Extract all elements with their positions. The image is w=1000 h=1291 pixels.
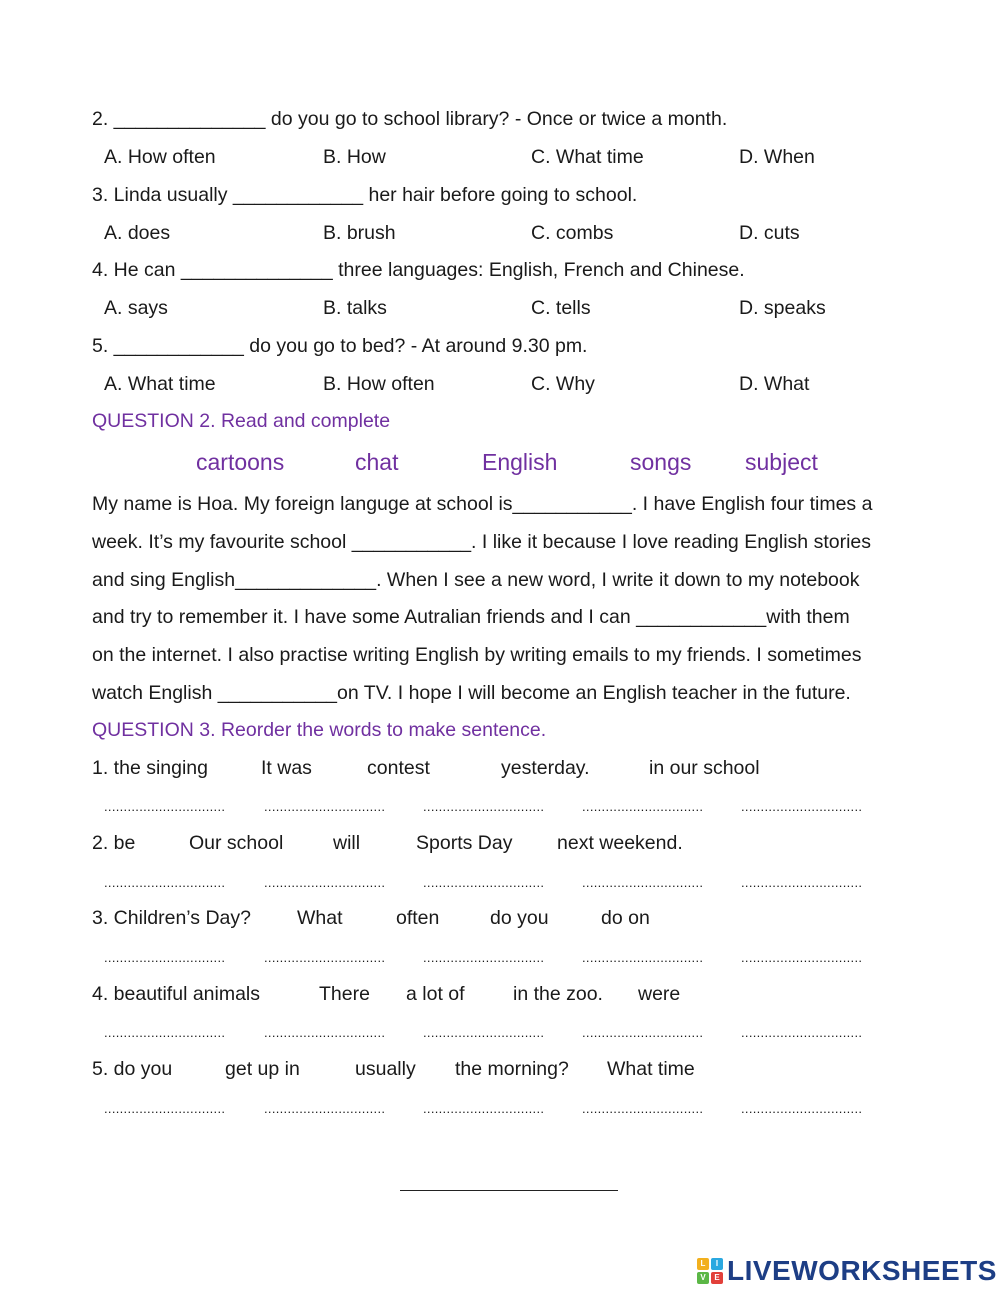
reorder-word: 3. Children’s Day?: [92, 907, 251, 929]
q1-item-3-option-a[interactable]: A. does: [104, 222, 171, 244]
answer-blank[interactable]: ...............................: [264, 875, 386, 890]
logo-letter: V: [697, 1272, 709, 1284]
paragraph-line: My name is Hoa. My foreign languge at school is___________. I have English four times a: [92, 493, 873, 515]
answer-blank[interactable]: ...............................: [104, 1101, 226, 1116]
reorder-word: 2. be: [92, 832, 136, 854]
q1-item-5-option-c[interactable]: C. Why: [531, 373, 595, 395]
liveworksheets-logo: [697, 1254, 997, 1288]
q1-item-3-option-b[interactable]: B. brush: [323, 222, 396, 244]
q1-item-4-stem: 4. He can ______________ three languages: English, French and Chinese.: [92, 259, 745, 281]
answer-blank[interactable]: ...............................: [582, 1025, 704, 1040]
reorder-word: 5. do you: [92, 1058, 173, 1080]
q1-item-4-option-c[interactable]: C. tells: [531, 297, 591, 319]
answer-blank[interactable]: ...............................: [104, 799, 226, 814]
answer-blank[interactable]: ...............................: [741, 875, 863, 890]
logo-mark-icon: [697, 1258, 723, 1284]
reorder-word: were: [638, 983, 681, 1005]
reorder-word: in the zoo.: [513, 983, 603, 1005]
reorder-word: do you: [490, 907, 549, 929]
answer-blank[interactable]: ...............................: [264, 950, 386, 965]
logo-text: LIVEWORKSHEETS: [727, 1255, 997, 1286]
logo-letter: I: [711, 1258, 723, 1270]
answer-blank[interactable]: ...............................: [582, 799, 704, 814]
q1-item-2-option-d[interactable]: D. When: [739, 146, 815, 168]
reorder-word: Sports Day: [416, 832, 513, 854]
answer-blank[interactable]: ...............................: [104, 950, 226, 965]
reorder-word: 1. the singing: [92, 757, 209, 779]
paragraph-line: and sing English_____________. When I see a new word, I write it down to my notebook: [92, 569, 860, 591]
question-3-heading: QUESTION 3. Reorder the words to make sentence.: [92, 719, 547, 741]
reorder-word: yesterday.: [501, 757, 590, 779]
reorder-word: a lot of: [406, 983, 465, 1005]
answer-blank[interactable]: ...............................: [423, 875, 545, 890]
logo-letter: E: [711, 1272, 723, 1284]
reorder-word: will: [333, 832, 361, 854]
word-bank-english[interactable]: English: [482, 449, 558, 475]
q1-item-2-option-b[interactable]: B. How: [323, 146, 386, 168]
reorder-word: There: [319, 983, 370, 1005]
q1-item-2-stem: 2. ______________ do you go to school library? - Once or twice a month.: [92, 108, 728, 130]
reorder-word: in our school: [649, 757, 760, 779]
q1-item-5-option-a[interactable]: A. What time: [104, 373, 216, 395]
footer-divider: [400, 1190, 618, 1191]
answer-blank[interactable]: ...............................: [741, 1101, 863, 1116]
q1-item-5-option-b[interactable]: B. How often: [323, 373, 435, 395]
logo-letter: L: [697, 1258, 709, 1270]
q1-item-5-stem: 5. ____________ do you go to bed? - At around 9.30 pm.: [92, 335, 588, 357]
q1-item-2-option-c[interactable]: C. What time: [531, 146, 644, 168]
reorder-word: the morning?: [455, 1058, 569, 1080]
answer-blank[interactable]: ...............................: [264, 1101, 386, 1116]
reorder-word: It was: [261, 757, 312, 779]
q1-item-2-option-a[interactable]: A. How often: [104, 146, 216, 168]
word-bank-songs[interactable]: songs: [630, 449, 692, 475]
q1-item-5-option-d[interactable]: D. What: [739, 373, 810, 395]
reorder-word: 4. beautiful animals: [92, 983, 261, 1005]
question-2-heading: QUESTION 2. Read and complete: [92, 410, 391, 432]
answer-blank[interactable]: ...............................: [741, 950, 863, 965]
reorder-word: next weekend.: [557, 832, 683, 854]
answer-blank[interactable]: ...............................: [104, 1025, 226, 1040]
answer-blank[interactable]: ...............................: [741, 799, 863, 814]
answer-blank[interactable]: ...............................: [741, 1025, 863, 1040]
word-bank-subject[interactable]: subject: [745, 449, 818, 475]
answer-blank[interactable]: ...............................: [423, 1025, 545, 1040]
answer-blank[interactable]: ...............................: [582, 875, 704, 890]
reorder-word: usually: [355, 1058, 416, 1080]
q1-item-4-option-a[interactable]: A. says: [104, 297, 168, 319]
answer-blank[interactable]: ...............................: [104, 875, 226, 890]
reorder-word: What: [297, 907, 343, 929]
answer-blank[interactable]: ...............................: [264, 1025, 386, 1040]
q1-item-3-stem: 3. Linda usually ____________ her hair before going to school.: [92, 184, 638, 206]
reorder-word: do on: [601, 907, 650, 929]
reorder-word: What time: [607, 1058, 695, 1080]
word-bank-chat[interactable]: chat: [355, 449, 399, 475]
answer-blank[interactable]: ...............................: [582, 950, 704, 965]
q1-item-4-option-b[interactable]: B. talks: [323, 297, 387, 319]
q1-item-4-option-d[interactable]: D. speaks: [739, 297, 826, 319]
answer-blank[interactable]: ...............................: [582, 1101, 704, 1116]
reorder-word: get up in: [225, 1058, 300, 1080]
paragraph-line: and try to remember it. I have some Autralian friends and I can ____________with them: [92, 606, 850, 628]
word-bank-cartoons[interactable]: cartoons: [196, 449, 285, 475]
paragraph-line: watch English ___________on TV. I hope I will become an English teacher in the future.: [92, 682, 851, 704]
answer-blank[interactable]: ...............................: [423, 1101, 545, 1116]
q1-item-3-option-c[interactable]: C. combs: [531, 222, 614, 244]
reorder-word: often: [396, 907, 440, 929]
answer-blank[interactable]: ...............................: [423, 799, 545, 814]
paragraph-line: week. It’s my favourite school ___________. I like it because I love reading English stories: [92, 531, 872, 553]
q1-item-3-option-d[interactable]: D. cuts: [739, 222, 800, 244]
paragraph-line: on the internet. I also practise writing English by writing emails to my friends. I sometimes: [92, 644, 862, 666]
reorder-word: contest: [367, 757, 430, 779]
answer-blank[interactable]: ...............................: [264, 799, 386, 814]
reorder-word: Our school: [189, 832, 284, 854]
answer-blank[interactable]: ...............................: [423, 950, 545, 965]
